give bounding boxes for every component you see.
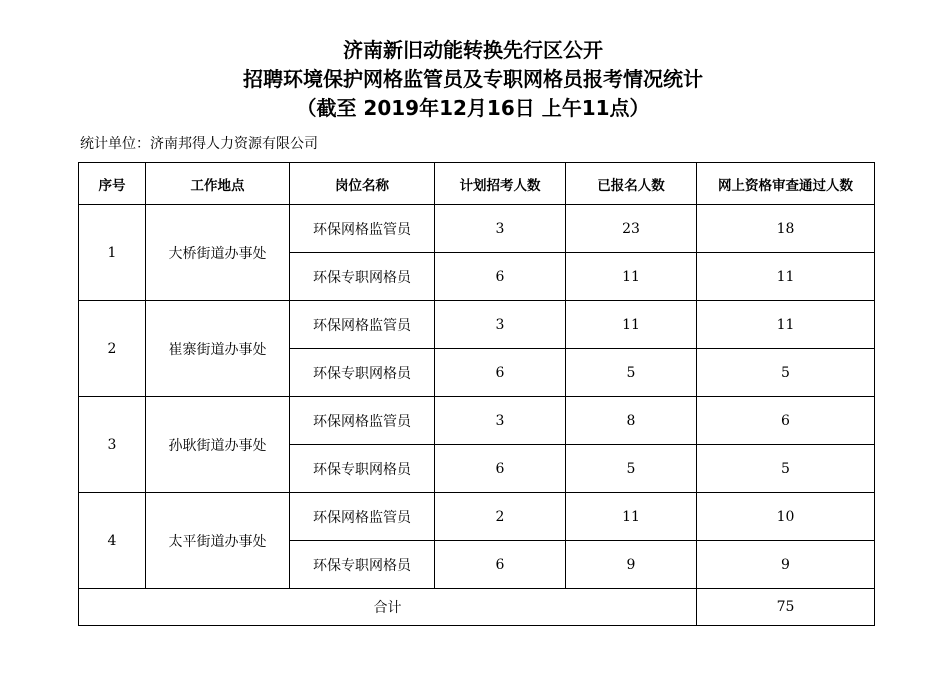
cell-registered: 23: [566, 205, 697, 253]
table-header-row: [79, 163, 875, 205]
cell-registered: 8: [566, 397, 697, 445]
cell-location: 大桥街道办事处: [146, 205, 290, 301]
title-line-3: （截至 2019年12月16日 上午11点）: [296, 96, 650, 120]
cell-plan: 2: [435, 493, 566, 541]
statistics-unit: 统计单位：济南邦得人力资源有限公司: [80, 136, 318, 152]
cell-passed: 18: [697, 205, 875, 253]
cell-plan: 6: [435, 445, 566, 493]
cell-registered: 11: [566, 493, 697, 541]
cell-registered: 5: [566, 445, 697, 493]
cell-registered: 11: [566, 253, 697, 301]
header-post: 岗位名称: [290, 163, 435, 205]
cell-post: 环保专职网格员: [290, 445, 435, 493]
cell-passed: 11: [697, 301, 875, 349]
cell-plan: 6: [435, 253, 566, 301]
table-row: [79, 205, 875, 253]
cell-post: 环保网格监管员: [290, 205, 435, 253]
cell-plan: 3: [435, 397, 566, 445]
cell-post: 环保网格监管员: [290, 301, 435, 349]
cell-location: 太平街道办事处: [146, 493, 290, 589]
cell-plan: 3: [435, 205, 566, 253]
title-line-1: 济南新旧动能转换先行区公开: [343, 38, 603, 62]
cell-post: 环保网格监管员: [290, 397, 435, 445]
cell-plan: 3: [435, 301, 566, 349]
cell-registered: 9: [566, 541, 697, 589]
cell-post: 环保专职网格员: [290, 253, 435, 301]
header-location: 工作地点: [146, 163, 290, 205]
cell-post: 环保专职网格员: [290, 349, 435, 397]
registration-table: [78, 162, 875, 626]
cell-no: 1: [79, 205, 146, 301]
cell-passed: 5: [697, 445, 875, 493]
header-passed: 网上资格审查通过人数: [697, 163, 875, 205]
title-line-2: 招聘环境保护网格监管员及专职网格员报考情况统计: [243, 67, 703, 91]
cell-passed: 9: [697, 541, 875, 589]
header-no: 序号: [79, 163, 146, 205]
cell-passed: 11: [697, 253, 875, 301]
cell-passed: 6: [697, 397, 875, 445]
cell-registered: 11: [566, 301, 697, 349]
cell-no: 4: [79, 493, 146, 589]
cell-no: 3: [79, 397, 146, 493]
cell-location: 孙耿街道办事处: [146, 397, 290, 493]
cell-passed: 10: [697, 493, 875, 541]
cell-plan: 6: [435, 541, 566, 589]
cell-registered: 5: [566, 349, 697, 397]
total-row: [79, 589, 875, 626]
cell-location: 崔寨街道办事处: [146, 301, 290, 397]
total-label: 合计: [79, 589, 697, 626]
cell-post: 环保专职网格员: [290, 541, 435, 589]
cell-passed: 5: [697, 349, 875, 397]
table-row: [79, 397, 875, 445]
cell-post: 环保网格监管员: [290, 493, 435, 541]
cell-no: 2: [79, 301, 146, 397]
header-registered: 已报名人数: [566, 163, 697, 205]
header-plan: 计划招考人数: [435, 163, 566, 205]
document-title: [0, 36, 946, 123]
cell-plan: 6: [435, 349, 566, 397]
total-value: 75: [697, 589, 875, 626]
table-row: [79, 493, 875, 541]
table-row: [79, 301, 875, 349]
